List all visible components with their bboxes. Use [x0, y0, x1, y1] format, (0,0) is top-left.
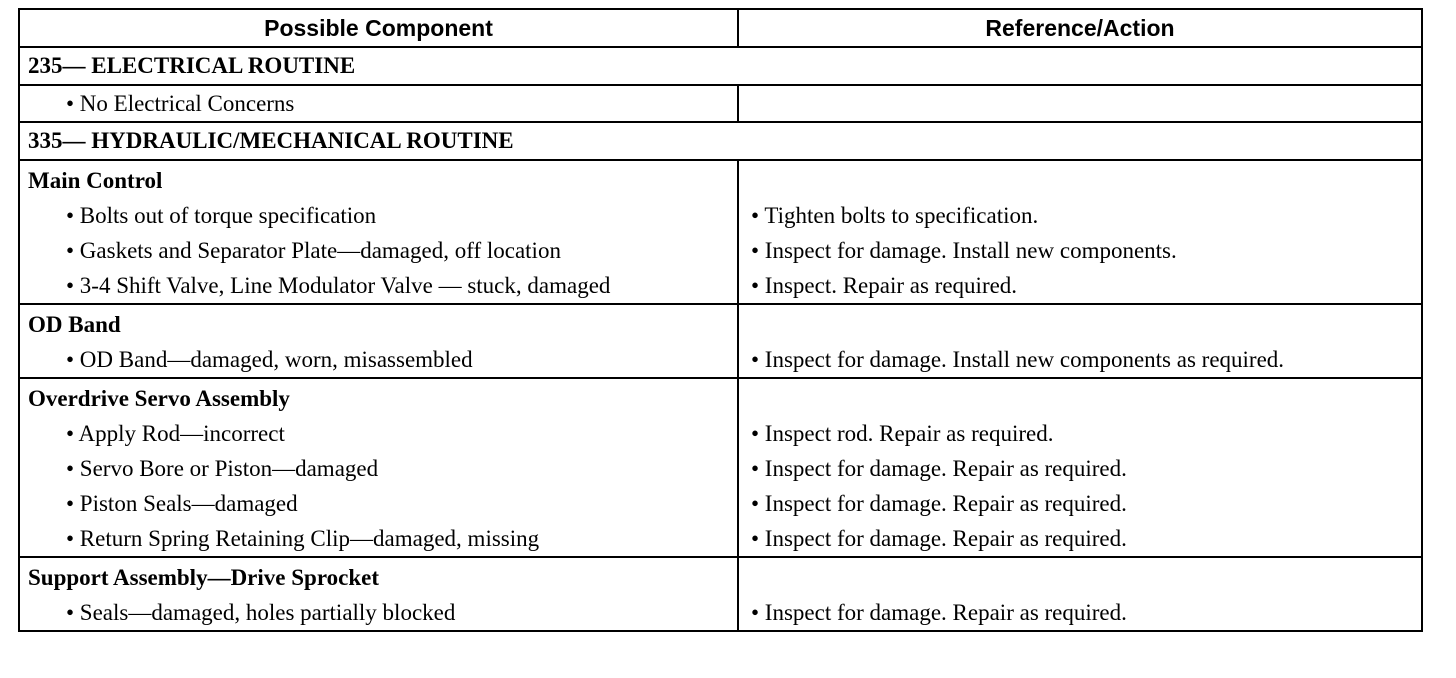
component-item: • No Electrical Concerns — [66, 91, 295, 116]
section-row-hydraulic — [19, 122, 1422, 160]
action-item: • Inspect. Repair as required. — [751, 273, 1018, 298]
action-item: • Tighten bolts to specification. — [751, 203, 1039, 228]
component-item: • Return Spring Retaining Clip—damaged, missing — [66, 526, 540, 551]
table-row — [19, 304, 1422, 378]
column-header-component: Possible Component — [19, 9, 738, 47]
group-title: OD Band — [28, 312, 121, 337]
group-title: Support Assembly—Drive Sprocket — [28, 565, 379, 590]
diagnosis-table — [18, 8, 1423, 632]
section-title: 235— ELECTRICAL ROUTINE — [19, 47, 1422, 85]
component-item: • Apply Rod—incorrect — [66, 421, 285, 446]
action-item: • Inspect for damage. Install new components as required. — [751, 347, 1285, 372]
table-row — [19, 557, 1422, 631]
component-item: • Gaskets and Separator Plate—damaged, off location — [66, 238, 561, 263]
table-row — [19, 160, 1422, 304]
action-item: • Inspect for damage. Repair as required. — [751, 491, 1127, 516]
action-item: • Inspect for damage. Repair as required. — [751, 456, 1127, 481]
action-item: • Inspect for damage. Repair as required. — [751, 526, 1127, 551]
action-item: • Inspect for damage. Install new components. — [751, 238, 1177, 263]
action-item: • Inspect rod. Repair as required. — [751, 421, 1054, 446]
component-item: • Seals—damaged, holes partially blocked — [66, 600, 456, 625]
component-item: • OD Band—damaged, worn, misassembled — [66, 347, 473, 372]
section-title: 335— HYDRAULIC/MECHANICAL ROUTINE — [19, 122, 1422, 160]
table-header-row — [19, 9, 1422, 47]
table-row — [19, 378, 1422, 557]
section-row-electrical — [19, 47, 1422, 85]
table-row — [19, 85, 1422, 122]
component-item: • Piston Seals—damaged — [66, 491, 298, 516]
component-item: • Servo Bore or Piston—damaged — [66, 456, 379, 481]
column-header-action: Reference/Action — [738, 9, 1422, 47]
component-item: • 3-4 Shift Valve, Line Modulator Valve — stuck, damaged — [66, 273, 611, 298]
group-title: Overdrive Servo Assembly — [28, 386, 290, 411]
group-title: Main Control — [28, 168, 163, 193]
action-item: • Inspect for damage. Repair as required. — [751, 600, 1127, 625]
action-item — [739, 86, 1421, 121]
component-item: • Bolts out of torque specification — [66, 203, 377, 228]
